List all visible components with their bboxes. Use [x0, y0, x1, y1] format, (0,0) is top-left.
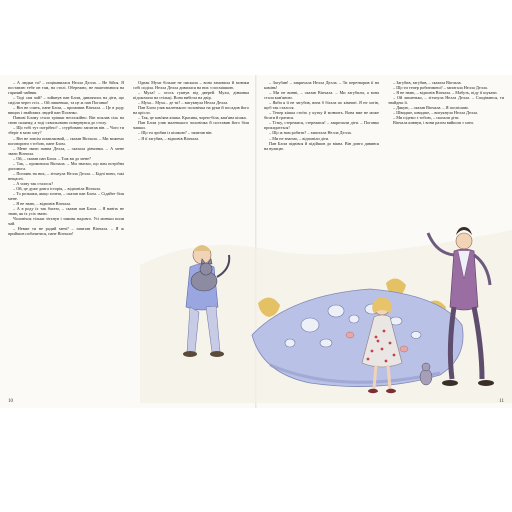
paragraph: – Ми не винні, – сказав Віпчала. – Ми загубили, а вона стала кам'яною. [264, 90, 379, 101]
page-number-right: 11 [499, 399, 504, 404]
paragraph: Чоловічок тільки зітхнув і замовк надовго. Усі мовчки пили чай. [8, 216, 124, 227]
paragraph: – Я не знаю, – відповів Віпчала. [13, 201, 72, 207]
paragraph: – Загубив, загубив, – сказала Віпчала. [393, 80, 462, 85]
paragraph: – Я не знаю, – відповів Віпчала. – Мабуть, піду її шукати. [393, 90, 498, 96]
paragraph: – Швидше, швидше, – вигукнула Нелла Делла. [393, 110, 479, 116]
paragraph: – Тітку, стережися, стережися! – закричали діти. – Поганко прокидається! [264, 120, 379, 131]
paragraph: – А людки та? – поцікавилася Нелла Делла. – Не бійся. Я поставлю тебе он там, на столі. Обережно, не наштовхнися на гарячий чайник. [8, 80, 124, 96]
paragraph: – Я її загубив, – відповів Віпчала. [138, 135, 200, 141]
paragraph: – Муха! – хтось гукнув від дверей. Мухи, дівчинка підскочила на стільці. Вона вибігла на двір. [133, 90, 249, 101]
paragraph: – Тоді сам чай? – зойкнув пан Блом, дивлячись на діти, що сиділи через стіл. – Ой лишенько, та це ж пан Поганко! [8, 95, 124, 106]
text-column-right-1 [264, 80, 379, 151]
text-column-left-2 [133, 80, 249, 141]
paragraph: – А в роду їх так багато, – сказав пан Блом. – Я навіть не знаю, як їх усіх звати. [8, 206, 124, 217]
paragraph: – Ми не знаємо, – відповіли діти. [269, 135, 330, 141]
paragraph: – А чому так сталося? [13, 180, 54, 186]
paragraph: – Муха... Муха... де ти? – вигукнула Нелла Делла. [138, 100, 229, 106]
page-number-left: 10 [8, 399, 13, 404]
paragraph: Однак Мухи більше не пискала – вона замовкла й мовчки собі сиділа. Нелла Делла дивилася на них з посмішкою. [133, 80, 249, 91]
paragraph: – Невже ти не радий мені? – запитав Віпчала. – Я ж прийшов побачитися, пане Віпчало! [8, 226, 124, 237]
paragraph: – Якби я її не загубив, вона б бігала по кімнаті. Я не хотів, щоб так сталося. [264, 100, 379, 111]
paragraph: – Мене звати панна Делла, – сказала дівчинка. – А мене звати Віпчала. [8, 145, 124, 156]
paragraph: – Ой лишенько, – зітхнула Нелла Делла. – Сподіваюся, ти знайдеш її. [388, 95, 504, 106]
paragraph: – Що ж нам робити? – запитала Нелла Делла. [269, 130, 352, 136]
paragraph: Пан Блом узяв маленького чоловічка на руки й посадив його на крісло. [133, 105, 249, 116]
paragraph: – Він не зовсім помилковий, – сказав Віпчала. – Ми можемо поговорити з тобою, пане Блом. [8, 135, 124, 146]
text-column-right-2 [388, 80, 504, 125]
paragraph: – Дякую, – сказав Віпчала. – Я поспішаю. [393, 105, 469, 111]
paragraph: – То розкажи, якщо хочеш, – сказав пан Блом. – Сідайте біля мене. [8, 191, 124, 202]
paragraph: – Так, – промовила Віпчала. – Ми знаємо, що вам потрібна допомога. [8, 160, 124, 171]
paragraph: Пан Блом узяв маленького чоловічка й поставив його біля чашки. [133, 120, 249, 131]
paragraph: – Ми підемо з тобою, – сказали діти. [393, 115, 460, 121]
paragraph: – Загубив! – закричала Нелла Делла. – Ти перетворив її на камінь! [264, 80, 379, 91]
paragraph: – Тепер кішка стоїть у кутку й мовчить. Вона вже не може бігати й гратися. [264, 110, 379, 121]
paragraph: – Поглянь на них, – зітхнула Нелла Делла. – Бідні вони, такі нещасні. [8, 170, 124, 181]
paragraph: – Ой, – сказав пан Блом. – Тож ви до мене? [13, 155, 91, 161]
tea-party-illustration [140, 225, 512, 403]
text-column-left-1 [8, 80, 124, 236]
paragraph: Пан Блом підвівся й підійшов до вікна. Він довго дивився на вулицю. [264, 140, 379, 151]
paragraph: – Він не спить, пане Блом, – промовив Віпчала. – Це в роду вищих і знайомих людей пан Поганко. [8, 105, 124, 116]
paragraph: Панові Блому стало трішки неспокійно. Він поклав сіль на свою склянку, а тоді схвильовано повернувся до столу. [8, 115, 124, 126]
paragraph: – Так, це кам'яна кішка. Красива, чорно-біла, кам'яна кішка. [138, 115, 247, 121]
paragraph: – Що ти зробив із кішкою? – запитав він. [138, 130, 213, 136]
paragraph: – Що ти тепер робитимеш? – запитала Нелла Делла. [393, 85, 488, 91]
paragraph: – Ой, це дуже довга історія, – відповіла Віпчала. [13, 185, 101, 191]
paragraph: Віпчала кивнув, і вони разом вийшли з хати. [393, 120, 474, 126]
paragraph: – Що тобі тут потрібно? – стурбовано запитав він. – Чого ти зберіг в мою хату? [8, 125, 124, 136]
